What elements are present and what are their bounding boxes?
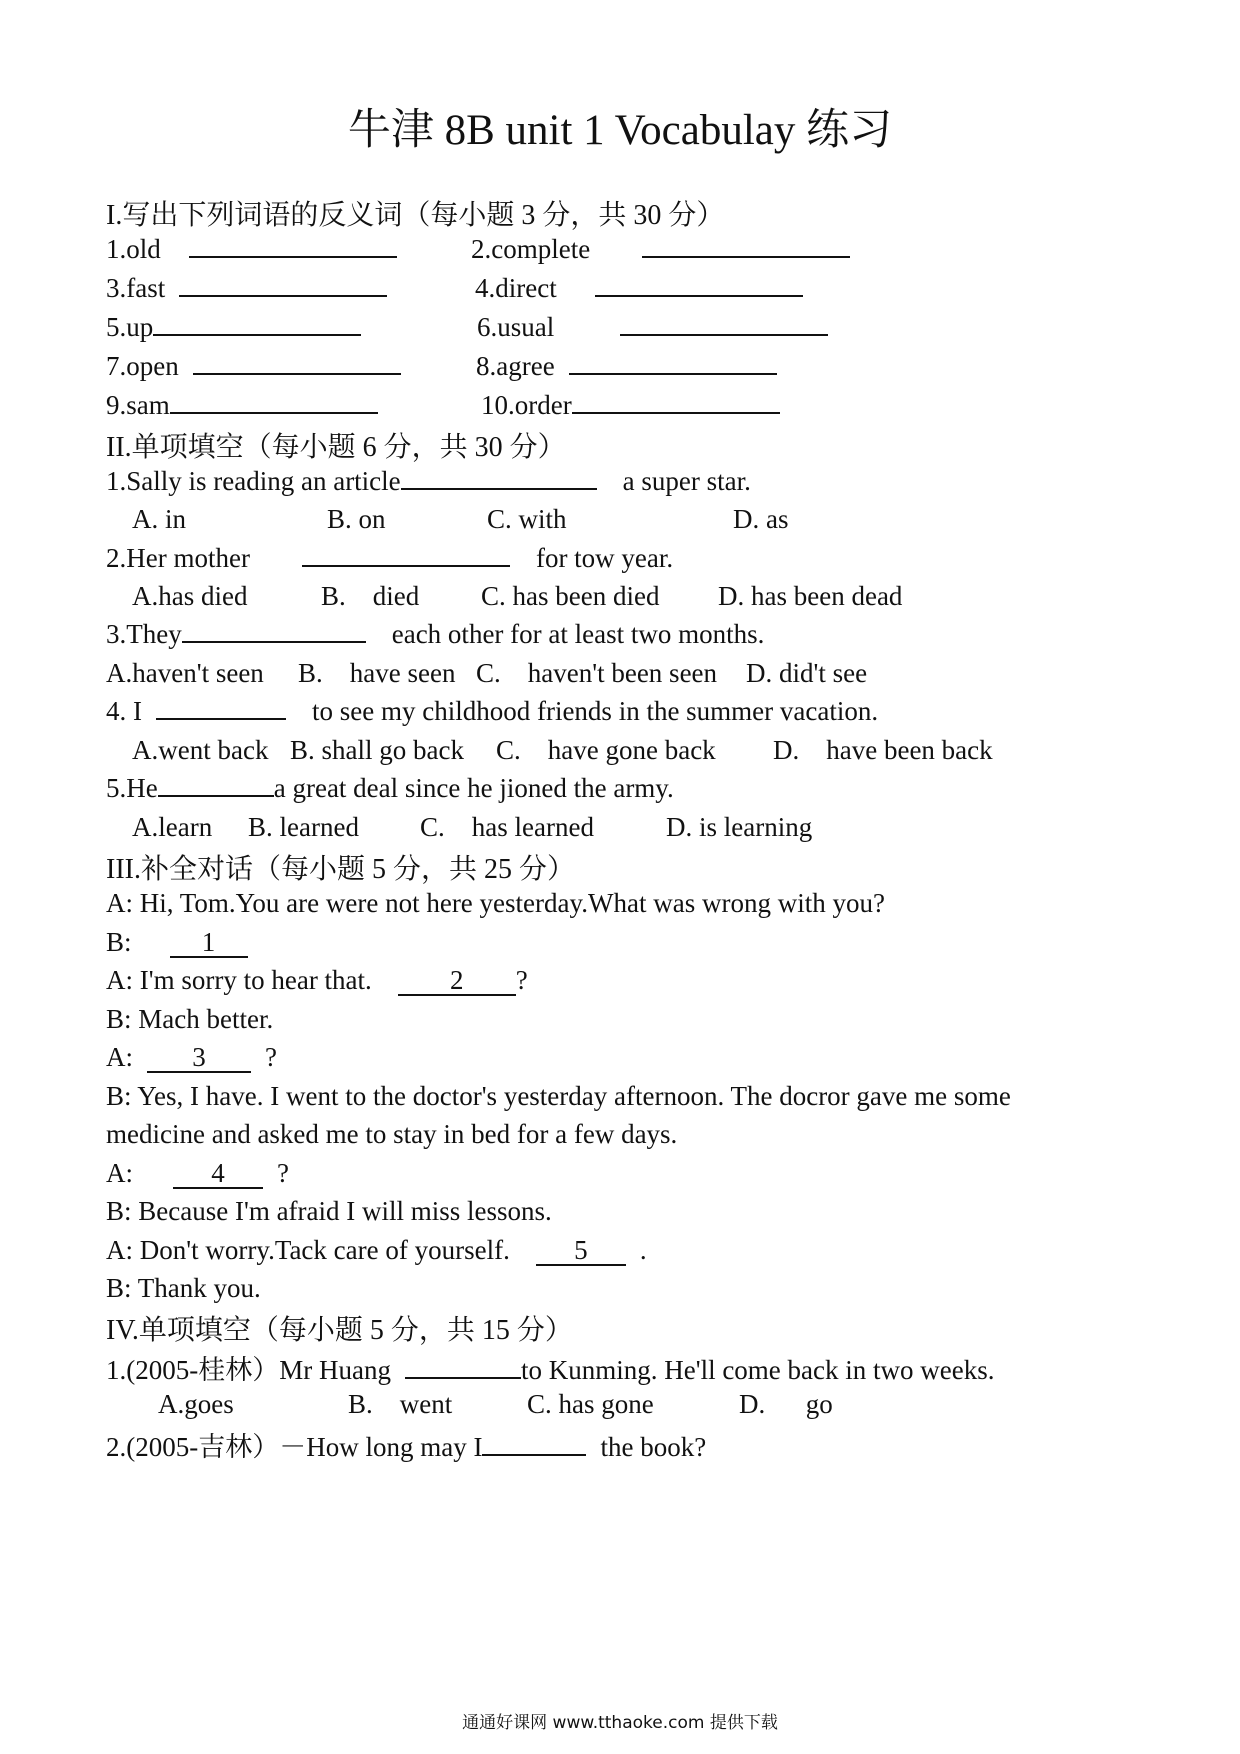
answer-blank[interactable]: [569, 351, 777, 375]
option-a[interactable]: A.learn: [132, 812, 213, 842]
dialogue-line: medicine and asked me to stay in bed for a few days.: [106, 1119, 678, 1149]
word-label: 2.complete: [471, 234, 591, 264]
option-d[interactable]: D. is learning: [666, 812, 813, 842]
answer-blank[interactable]: [158, 773, 274, 797]
word-item-10: [481, 390, 780, 421]
answer-blank[interactable]: [189, 234, 397, 258]
word-label: 6.usual: [477, 312, 555, 342]
dialogue-text: A: I'm sorry to hear that.: [106, 965, 372, 995]
stem-text: a super star.: [622, 466, 751, 496]
speaker-label: A:: [106, 1042, 133, 1072]
dialogue-line: [106, 1235, 647, 1266]
word-label: 7.open: [106, 351, 179, 381]
answer-blank[interactable]: [182, 619, 366, 643]
answer-blank[interactable]: [572, 390, 780, 414]
option-a[interactable]: A.went back: [132, 735, 269, 765]
stem-text: the book?: [600, 1432, 707, 1462]
answer-blank[interactable]: [170, 390, 378, 414]
answer-blank[interactable]: [156, 696, 286, 720]
option-b[interactable]: B. learned: [248, 812, 359, 842]
dialogue-text: .: [639, 1235, 647, 1265]
stem-text: 2.(2005-吉林）－How long may I: [106, 1432, 483, 1462]
dialogue-line: B: Mach better.: [106, 1004, 274, 1034]
option-d[interactable]: D. did't see: [746, 658, 868, 688]
word-item-4: [475, 273, 803, 304]
question-stem: [106, 696, 878, 727]
speaker-label: A:: [106, 1158, 133, 1188]
footer-credit: 通通好课网 www.tthaoke.com 提供下载: [462, 1713, 778, 1733]
stem-text: a great deal since he jioned the army.: [273, 773, 674, 803]
word-label: 1.old: [106, 234, 161, 264]
answer-blank[interactable]: [193, 351, 401, 375]
word-item-2: [471, 234, 850, 265]
option-a[interactable]: A.has died: [132, 581, 248, 611]
option-c[interactable]: C. has learned: [420, 812, 594, 842]
answer-blank-4[interactable]: 4: [173, 1159, 263, 1189]
stem-text: 2.Her mother: [106, 543, 250, 573]
word-item-3: [106, 273, 387, 304]
option-b[interactable]: B. died: [321, 581, 420, 611]
page-title: 牛津 8B unit 1 Vocabulay 练习: [347, 107, 893, 154]
word-item-5: [106, 312, 361, 343]
speaker-label: B:: [106, 927, 132, 957]
answer-blank[interactable]: [620, 312, 828, 336]
answer-blank[interactable]: [153, 312, 361, 336]
word-item-7: [106, 351, 401, 382]
section-1-heading: I.写出下列词语的反义词（每小题 3 分，共 30 分）: [106, 200, 725, 231]
option-d[interactable]: D. have been back: [773, 735, 993, 765]
stem-text: 4. I: [106, 696, 142, 726]
word-item-8: [476, 351, 777, 382]
dialogue-line: [106, 1042, 277, 1073]
option-a[interactable]: A. in: [132, 504, 186, 534]
question-stem: [106, 619, 764, 650]
stem-text: 3.They: [106, 619, 182, 649]
dialogue-text: ?: [265, 1042, 277, 1072]
answer-blank[interactable]: [179, 273, 387, 297]
option-a[interactable]: A.goes: [158, 1389, 234, 1419]
answer-blank[interactable]: [642, 234, 850, 258]
stem-text: 5.He: [106, 773, 158, 803]
dialogue-line: B: Yes, I have. I went to the doctor's yesterday afternoon. The docror gave me some: [106, 1081, 1011, 1111]
dialogue-line: [106, 1158, 289, 1189]
word-item-1: [106, 234, 397, 265]
stem-text: to see my childhood friends in the summer vacation.: [312, 696, 879, 726]
word-label: 9.sam: [106, 390, 170, 420]
section-2-heading: II.单项填空（每小题 6 分，共 30 分）: [106, 432, 566, 463]
dialogue-text: ?: [515, 965, 528, 995]
option-d[interactable]: D. go: [739, 1389, 833, 1419]
word-label: 10.order: [481, 390, 572, 420]
dialogue-line: B: Because I'm afraid I will miss lessons.: [106, 1196, 552, 1226]
answer-blank-3[interactable]: 3: [147, 1043, 251, 1073]
answer-blank[interactable]: [405, 1355, 521, 1379]
word-label: 5.up: [106, 312, 154, 342]
word-item-9: [106, 390, 378, 421]
dialogue-line: A: Hi, Tom.You are were not here yesterday.What was wrong with you?: [106, 888, 885, 918]
stem-text: for tow year.: [535, 543, 674, 573]
word-label: 4.direct: [475, 273, 557, 303]
option-c[interactable]: C. with: [487, 504, 567, 534]
question-stem: [106, 1348, 994, 1387]
question-stem: [106, 1425, 706, 1464]
option-c[interactable]: C. has been died: [481, 581, 660, 611]
dialogue-text: ?: [277, 1158, 289, 1188]
word-item-6: [477, 312, 828, 343]
option-a[interactable]: A.haven't seen: [106, 658, 264, 688]
option-c[interactable]: C. have gone back: [496, 735, 716, 765]
stem-text: each other for at least two months.: [391, 619, 765, 649]
answer-blank[interactable]: [482, 1432, 586, 1456]
dialogue-line: B: Thank you.: [106, 1273, 261, 1303]
option-b[interactable]: B. on: [327, 504, 386, 534]
question-stem: [106, 466, 751, 497]
option-c[interactable]: C. haven't been seen: [476, 658, 718, 688]
word-label: 8.agree: [476, 351, 555, 381]
answer-blank-5[interactable]: 5: [536, 1236, 626, 1266]
stem-text: to Kunming. He'll come back in two weeks.: [520, 1355, 995, 1385]
answer-blank[interactable]: [595, 273, 803, 297]
option-b[interactable]: B. have seen: [298, 658, 456, 688]
answer-blank[interactable]: [401, 466, 597, 490]
stem-text: 1.(2005-桂林）Mr Huang: [106, 1355, 391, 1385]
dialogue-line: [106, 965, 528, 996]
word-label: 3.fast: [106, 273, 166, 303]
question-stem: [106, 543, 673, 574]
option-d[interactable]: D. as: [733, 504, 789, 534]
question-stem: [106, 773, 674, 804]
option-d[interactable]: D. has been dead: [718, 581, 903, 611]
answer-blank-1[interactable]: 1: [170, 928, 248, 958]
dialogue-text: A: Don't worry.Tack care of yourself.: [106, 1235, 510, 1265]
section-3-heading: III.补全对话（每小题 5 分，共 25 分）: [106, 854, 575, 885]
section-4-heading: IV.单项填空（每小题 5 分，共 15 分）: [106, 1315, 573, 1346]
stem-text: 1.Sally is reading an article: [106, 466, 401, 496]
dialogue-line: [106, 927, 248, 958]
option-b[interactable]: B. shall go back: [290, 735, 464, 765]
option-b[interactable]: B. went: [348, 1389, 453, 1419]
answer-blank-2[interactable]: 2: [398, 966, 516, 996]
answer-blank[interactable]: [302, 543, 510, 567]
option-c[interactable]: C. has gone: [527, 1389, 654, 1419]
